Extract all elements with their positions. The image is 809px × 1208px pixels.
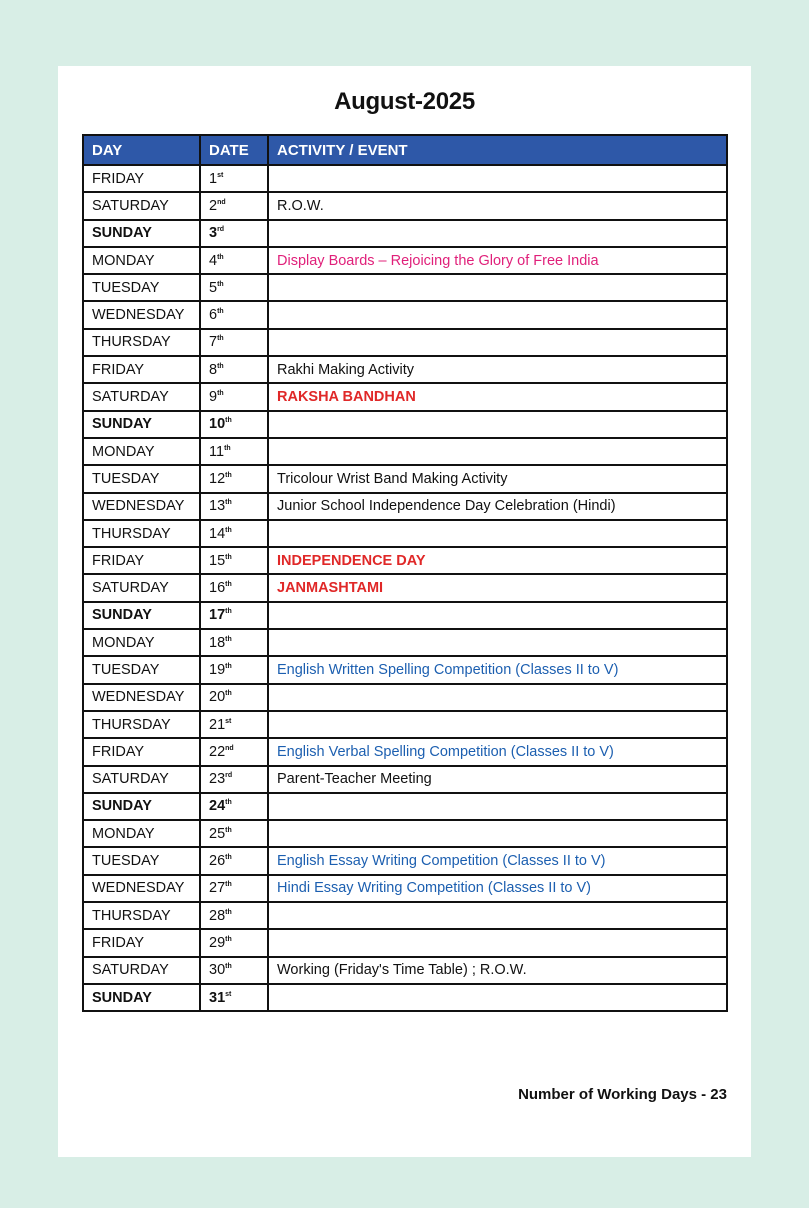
date-suffix: th <box>225 663 232 671</box>
activity-cell <box>268 984 727 1011</box>
day-cell: SUNDAY <box>83 411 200 438</box>
table-row <box>83 902 727 929</box>
day-cell: SATURDAY <box>83 957 200 984</box>
date-number: 16 <box>209 580 226 597</box>
date-suffix: rd <box>217 226 225 234</box>
date-cell <box>200 438 268 465</box>
date-number: 9 <box>209 389 218 406</box>
activity-cell <box>268 165 727 192</box>
date-number: 27 <box>209 880 226 897</box>
activity-cell <box>268 629 727 656</box>
day-cell: FRIDAY <box>83 929 200 956</box>
activity-cell: English Verbal Spelling Competition (Classes II to V) <box>268 738 727 765</box>
date-number: 5 <box>209 279 218 296</box>
date-suffix: th <box>225 499 232 507</box>
date-number: 26 <box>209 853 226 870</box>
date-cell <box>200 165 268 192</box>
day-cell: SATURDAY <box>83 766 200 793</box>
day-cell: MONDAY <box>83 820 200 847</box>
date-suffix: th <box>217 335 224 343</box>
date-number: 13 <box>209 498 226 515</box>
activity-cell <box>268 929 727 956</box>
activity-cell <box>268 902 727 929</box>
table-row <box>83 629 727 656</box>
day-cell: FRIDAY <box>83 738 200 765</box>
activity-cell <box>268 411 727 438</box>
date-number: 4 <box>209 252 218 269</box>
activity-cell: Hindi Essay Writing Competition (Classes II to V) <box>268 875 727 902</box>
table-row <box>83 793 727 820</box>
activity-cell <box>268 684 727 711</box>
header-date: DATE <box>200 135 268 165</box>
table-row <box>83 547 727 574</box>
table-row <box>83 465 727 492</box>
date-number: 7 <box>209 334 218 351</box>
date-suffix: th <box>225 526 232 534</box>
day-cell: THURSDAY <box>83 520 200 547</box>
activity-cell: Junior School Independence Day Celebration (Hindi) <box>268 493 727 520</box>
date-suffix: th <box>225 581 232 589</box>
table-row <box>83 165 727 192</box>
date-cell <box>200 520 268 547</box>
date-suffix: th <box>225 854 232 862</box>
table-row <box>83 984 727 1011</box>
date-cell <box>200 875 268 902</box>
date-number: 22 <box>209 743 226 760</box>
day-cell: TUESDAY <box>83 274 200 301</box>
date-cell <box>200 929 268 956</box>
date-suffix: th <box>225 963 232 971</box>
table-row <box>83 383 727 410</box>
day-cell: MONDAY <box>83 629 200 656</box>
date-number: 20 <box>209 689 226 706</box>
activity-cell: Parent-Teacher Meeting <box>268 766 727 793</box>
date-cell <box>200 547 268 574</box>
table-row <box>83 820 727 847</box>
header-activity: ACTIVITY / EVENT <box>268 135 727 165</box>
date-number: 10 <box>209 416 226 433</box>
date-cell <box>200 957 268 984</box>
table-row <box>83 711 727 738</box>
date-suffix: th <box>225 690 232 698</box>
day-cell: TUESDAY <box>83 465 200 492</box>
activity-cell: R.O.W. <box>268 192 727 219</box>
activity-cell: Rakhi Making Activity <box>268 356 727 383</box>
date-number: 6 <box>209 307 218 324</box>
day-cell: FRIDAY <box>83 356 200 383</box>
activity-cell: Working (Friday's Time Table) ; R.O.W. <box>268 957 727 984</box>
date-number: 19 <box>209 661 226 678</box>
activity-cell <box>268 438 727 465</box>
day-cell: WEDNESDAY <box>83 301 200 328</box>
activity-cell <box>268 711 727 738</box>
day-cell: SUNDAY <box>83 793 200 820</box>
date-number: 8 <box>209 361 218 378</box>
date-suffix: nd <box>225 745 234 753</box>
activity-cell: Tricolour Wrist Band Making Activity <box>268 465 727 492</box>
date-number: 25 <box>209 825 226 842</box>
date-cell <box>200 274 268 301</box>
date-cell <box>200 301 268 328</box>
date-suffix: th <box>217 362 224 370</box>
date-cell <box>200 793 268 820</box>
day-cell: THURSDAY <box>83 329 200 356</box>
table-row <box>83 520 727 547</box>
day-cell: TUESDAY <box>83 656 200 683</box>
date-number: 15 <box>209 552 226 569</box>
table-row <box>83 738 727 765</box>
date-suffix: th <box>225 553 232 561</box>
date-number: 29 <box>209 934 226 951</box>
day-cell: WEDNESDAY <box>83 493 200 520</box>
table-row <box>83 602 727 629</box>
table-row <box>83 411 727 438</box>
day-cell: SATURDAY <box>83 574 200 601</box>
date-cell <box>200 574 268 601</box>
date-suffix: th <box>225 908 232 916</box>
activity-cell <box>268 602 727 629</box>
table-row <box>83 438 727 465</box>
date-cell <box>200 684 268 711</box>
day-cell: SUNDAY <box>83 220 200 247</box>
date-cell <box>200 383 268 410</box>
page-title: August-2025 <box>334 88 475 115</box>
date-suffix: nd <box>217 199 226 207</box>
date-number: 17 <box>209 607 226 624</box>
day-cell: THURSDAY <box>83 711 200 738</box>
table-row <box>83 957 727 984</box>
day-cell: SUNDAY <box>83 984 200 1011</box>
table-row <box>83 274 727 301</box>
activity-cell <box>268 274 727 301</box>
date-suffix: th <box>225 936 232 944</box>
date-suffix: th <box>217 308 224 316</box>
date-cell <box>200 411 268 438</box>
table-row <box>83 192 727 219</box>
date-cell <box>200 847 268 874</box>
date-suffix: st <box>225 717 232 725</box>
table-row <box>83 493 727 520</box>
date-number: 30 <box>209 962 226 979</box>
date-number: 24 <box>209 798 226 815</box>
date-cell <box>200 220 268 247</box>
date-cell <box>200 602 268 629</box>
table-row <box>83 574 727 601</box>
date-number: 23 <box>209 771 226 788</box>
date-cell <box>200 820 268 847</box>
calendar-page <box>58 66 751 1157</box>
activity-cell <box>268 520 727 547</box>
date-cell <box>200 493 268 520</box>
activity-cell <box>268 820 727 847</box>
day-cell: THURSDAY <box>83 902 200 929</box>
date-suffix: th <box>225 635 232 643</box>
date-suffix: st <box>217 171 224 179</box>
date-suffix: th <box>225 417 232 425</box>
date-suffix: rd <box>225 772 233 780</box>
date-suffix: th <box>225 881 232 889</box>
table-row <box>83 875 727 902</box>
activity-cell: Display Boards – Rejoicing the Glory of Free India <box>268 247 727 274</box>
date-number: 12 <box>209 470 226 487</box>
working-days-note: Number of Working Days - 23 <box>518 1086 727 1103</box>
day-cell: MONDAY <box>83 247 200 274</box>
table-row <box>83 684 727 711</box>
date-suffix: th <box>217 253 224 261</box>
day-cell: MONDAY <box>83 438 200 465</box>
activity-cell <box>268 793 727 820</box>
date-number: 28 <box>209 907 226 924</box>
activity-cell: RAKSHA BANDHAN <box>268 383 727 410</box>
table-row <box>83 301 727 328</box>
activity-cell: English Written Spelling Competition (Classes II to V) <box>268 656 727 683</box>
activity-cell <box>268 220 727 247</box>
date-suffix: th <box>225 826 232 834</box>
table-row <box>83 929 727 956</box>
date-cell <box>200 656 268 683</box>
date-number: 18 <box>209 634 226 651</box>
calendar-table <box>82 134 728 1012</box>
date-number: 1 <box>209 170 218 187</box>
date-number: 31 <box>209 989 226 1006</box>
date-suffix: th <box>225 472 232 480</box>
activity-cell: JANMASHTAMI <box>268 574 727 601</box>
date-cell <box>200 711 268 738</box>
day-cell: SATURDAY <box>83 383 200 410</box>
day-cell: WEDNESDAY <box>83 684 200 711</box>
table-row <box>83 329 727 356</box>
day-cell: SATURDAY <box>83 192 200 219</box>
day-cell: WEDNESDAY <box>83 875 200 902</box>
table-row <box>83 766 727 793</box>
date-suffix: th <box>225 799 232 807</box>
header-day: DAY <box>83 135 200 165</box>
date-suffix: th <box>225 608 232 616</box>
day-cell: FRIDAY <box>83 165 200 192</box>
date-cell <box>200 247 268 274</box>
day-cell: TUESDAY <box>83 847 200 874</box>
date-number: 2 <box>209 197 218 214</box>
activity-cell: INDEPENDENCE DAY <box>268 547 727 574</box>
date-cell <box>200 984 268 1011</box>
table-row <box>83 220 727 247</box>
day-cell: SUNDAY <box>83 602 200 629</box>
date-cell <box>200 738 268 765</box>
date-number: 3 <box>209 225 218 242</box>
date-number: 14 <box>209 525 226 542</box>
table-row <box>83 656 727 683</box>
date-cell <box>200 902 268 929</box>
activity-cell <box>268 301 727 328</box>
date-cell <box>200 766 268 793</box>
date-number: 21 <box>209 716 226 733</box>
date-suffix: th <box>224 444 231 452</box>
date-cell <box>200 192 268 219</box>
table-row <box>83 847 727 874</box>
day-cell: FRIDAY <box>83 547 200 574</box>
date-number: 11 <box>209 443 225 460</box>
date-suffix: st <box>225 990 232 998</box>
table-row <box>83 247 727 274</box>
date-cell <box>200 465 268 492</box>
date-suffix: th <box>217 281 224 288</box>
table-row <box>83 356 727 383</box>
calendar-body <box>83 165 727 1011</box>
activity-cell <box>268 329 727 356</box>
activity-cell: English Essay Writing Competition (Classes II to V) <box>268 847 727 874</box>
date-suffix: th <box>217 390 224 398</box>
date-cell <box>200 629 268 656</box>
table-header-row <box>83 135 727 165</box>
date-cell <box>200 356 268 383</box>
date-cell <box>200 329 268 356</box>
